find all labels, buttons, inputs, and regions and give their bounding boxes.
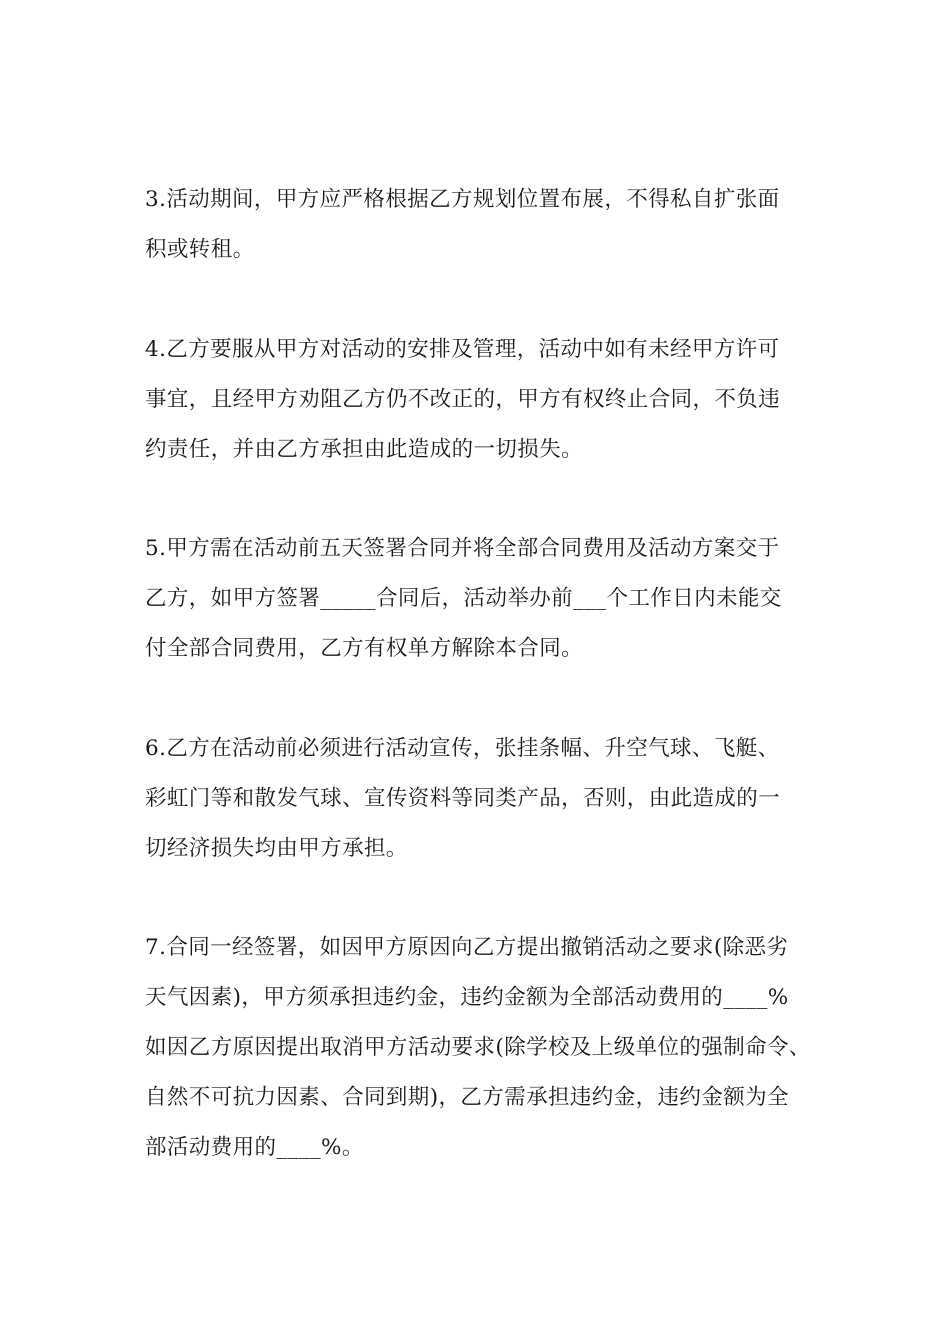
clause-7-line-1: 7.合同一经签署，如因甲方原因向乙方提出撤销活动之要求(除恶劣 — [145, 935, 789, 960]
clause-7-line-3: 如因乙方原因提出取消甲方活动要求(除学校及上级单位的强制命令、 — [145, 1035, 811, 1060]
clause-7-line-4: 自然不可抗力因素、合同到期)，乙方需承担违约金，违约金额为全 — [145, 1085, 789, 1110]
clause-6-line-3: 切经济损失均由甲方承担。 — [145, 836, 408, 861]
clause-5-line-3: 付全部合同费用，乙方有权单方解除本合同。 — [145, 636, 584, 661]
clause-7-paragraph — [145, 923, 835, 1173]
clause-6-paragraph — [145, 724, 835, 874]
clause-3-line-2: 积或转租。 — [145, 237, 255, 262]
clause-3-line-1: 3.活动期间，甲方应严格根据乙方规划位置布展，不得私自扩张面 — [145, 187, 780, 212]
clause-4-paragraph — [145, 325, 835, 475]
clause-5-line-1: 5.甲方需在活动前五天签署合同并将全部合同费用及活动方案交于 — [145, 536, 780, 561]
clause-4-line-3: 约责任，并由乙方承担由此造成的一切损失。 — [145, 437, 584, 462]
clause-3-paragraph — [145, 175, 835, 275]
clause-5-line-2: 乙方，如甲方签署_____合同后，活动举办前___个工作日内未能交 — [145, 586, 782, 611]
clause-7-line-5: 部活动费用的____%。 — [145, 1135, 364, 1160]
clause-4-line-2: 事宜，且经甲方劝阻乙方仍不改正的，甲方有权终止合同，不负违 — [145, 387, 781, 412]
clause-6-line-2: 彩虹门等和散发气球、宣传资料等同类产品，否则，由此造成的一 — [145, 786, 781, 811]
clause-4-line-1: 4.乙方要服从甲方对活动的安排及管理，活动中如有未经甲方许可 — [145, 337, 780, 362]
clause-6-line-1: 6.乙方在活动前必须进行活动宣传，张挂条幅、升空气球、飞艇、 — [145, 736, 780, 761]
clause-5-paragraph — [145, 524, 835, 674]
clause-7-line-2: 天气因素)，甲方须承担违约金，违约金额为全部活动费用的____% — [145, 985, 789, 1010]
